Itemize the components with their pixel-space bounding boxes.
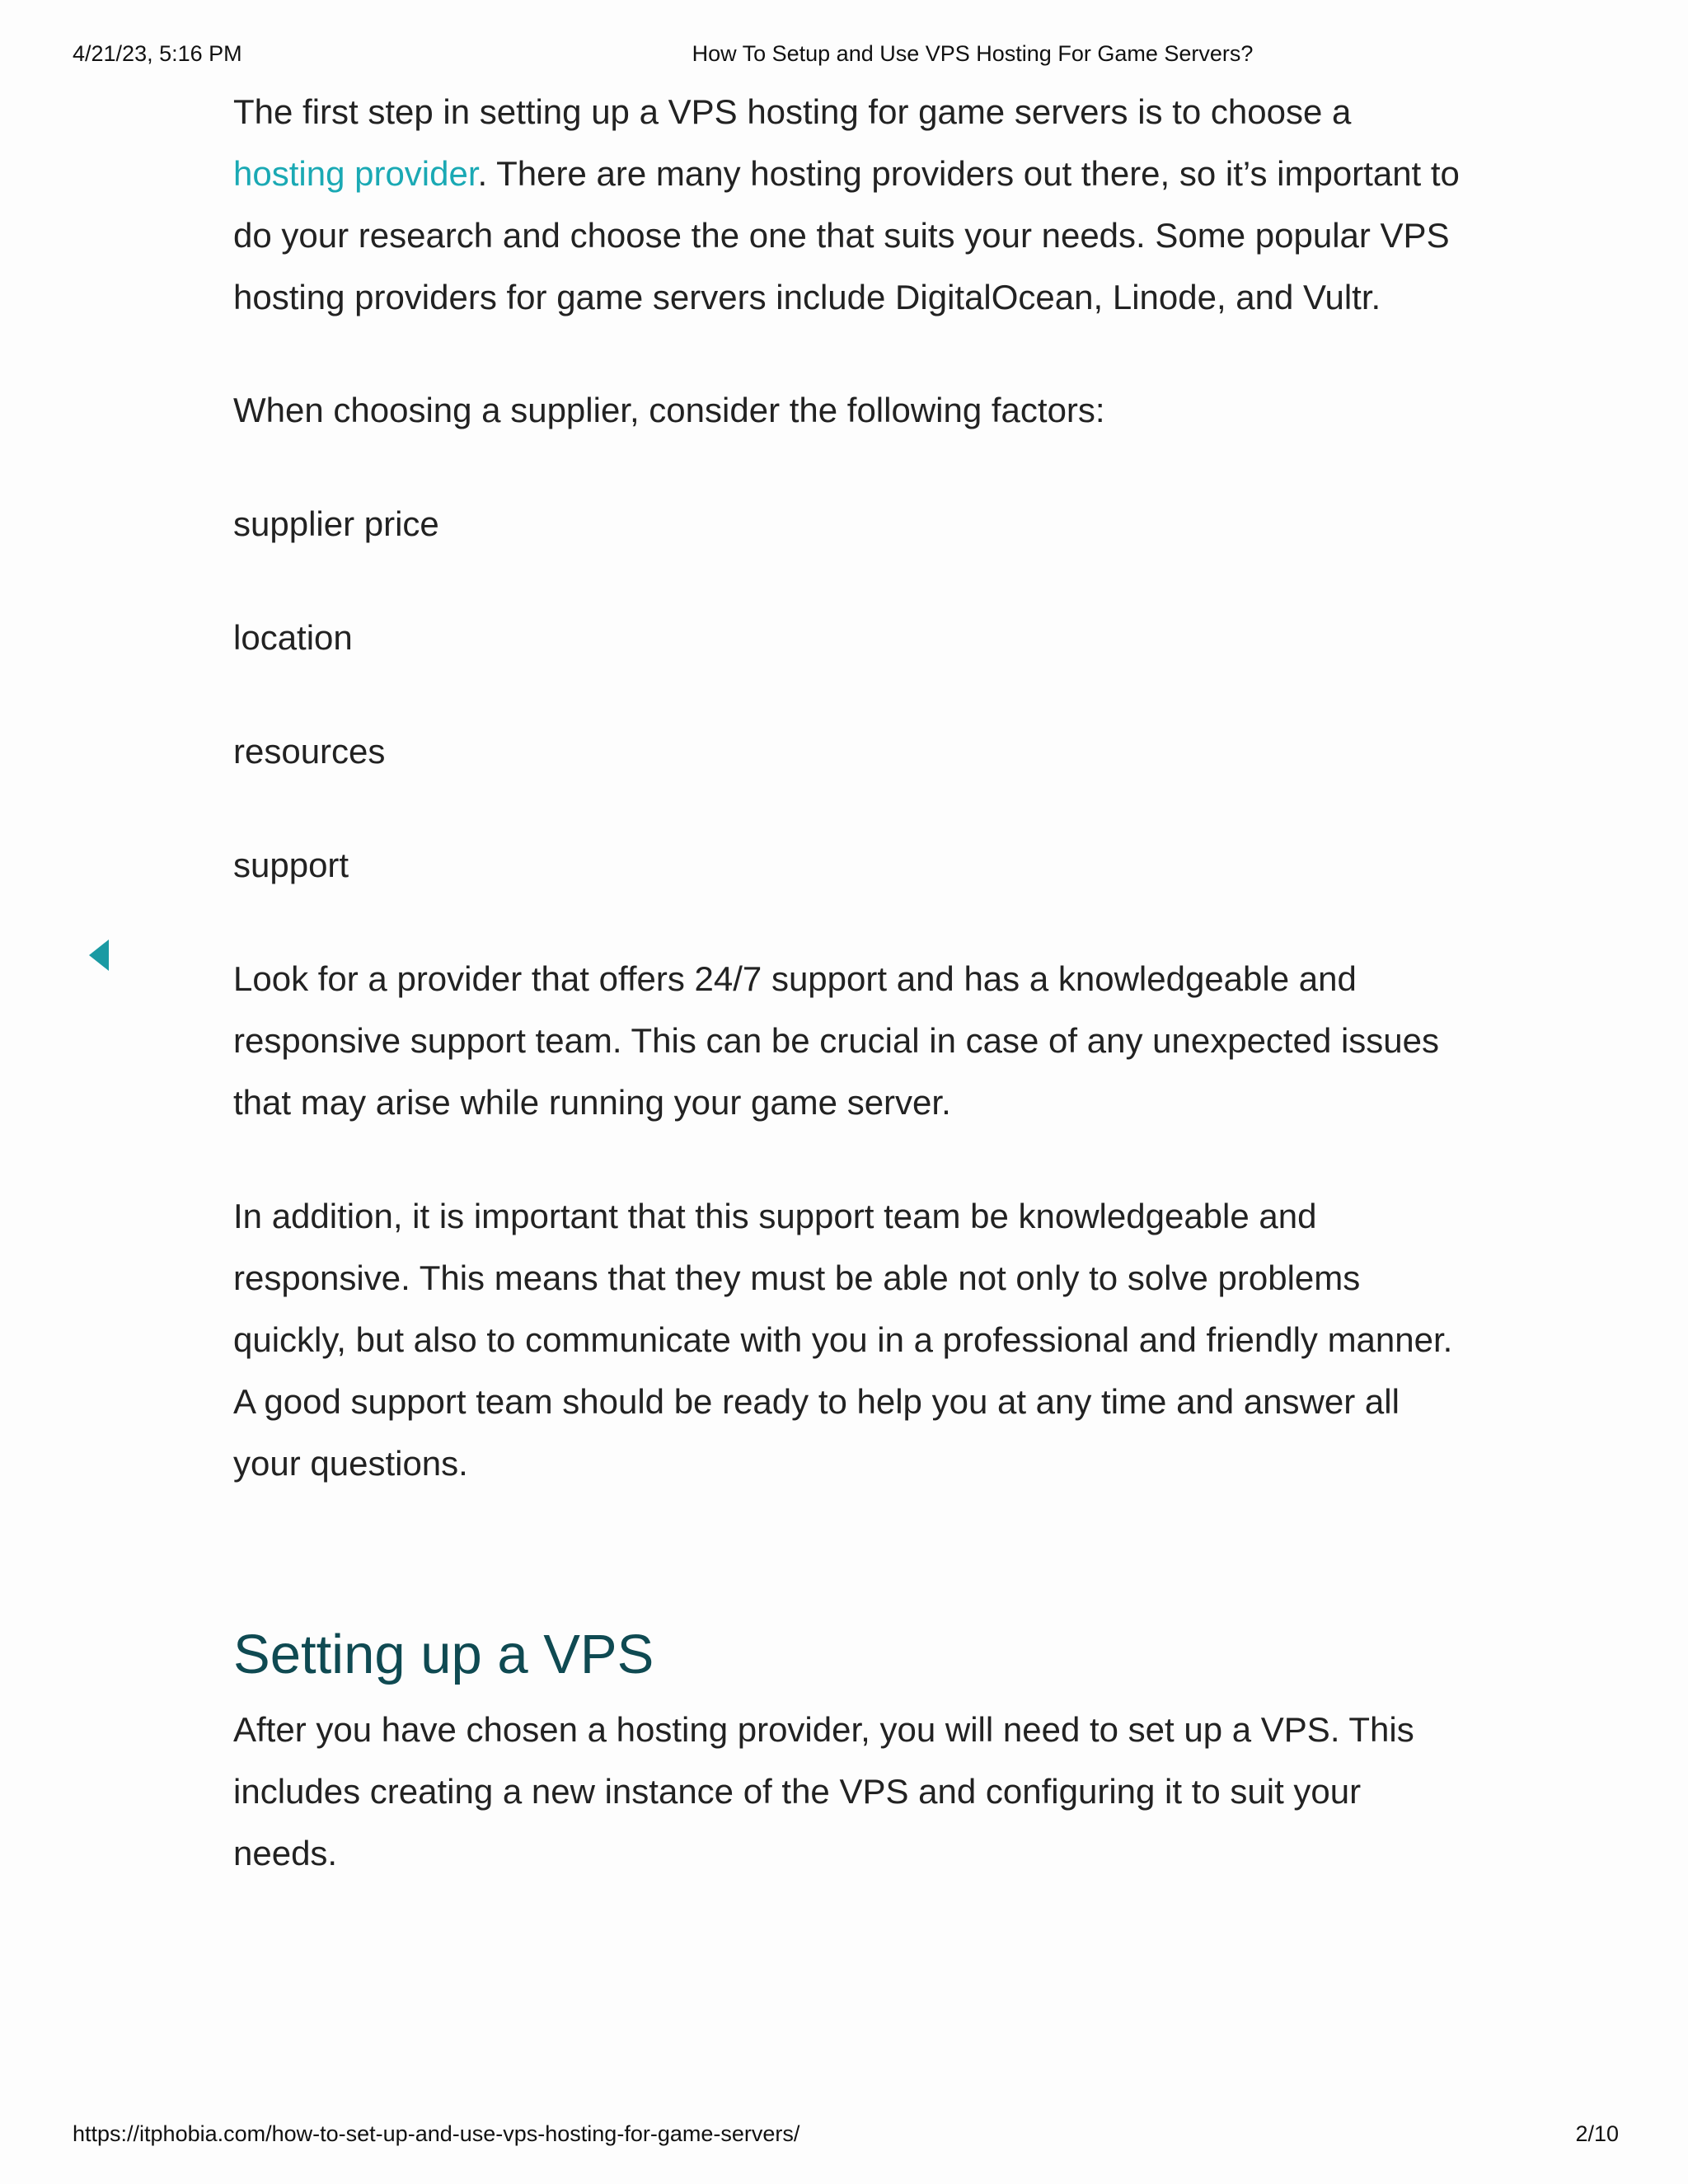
print-datetime: 4/21/23, 5:16 PM: [73, 41, 242, 66]
factor-item: support: [233, 846, 349, 884]
support-paragraph: Look for a provider that offers 24/7 support and has a knowledgeable and responsive support team. This can be crucial in case of any unexpected issues that may arise while running your game server.: [233, 959, 1440, 1122]
print-page-title: How To Setup and Use VPS Hosting For Game Servers?: [692, 41, 1254, 66]
print-url: https://itphobia.com/how-to-set-up-and-use-vps-hosting-for-game-servers/: [73, 2121, 800, 2146]
article-body: [233, 81, 1470, 1884]
addition-paragraph: In addition, it is important that this support team be knowledgeable and responsive. This means that they must be able not only to solve problems quickly, but also to communicate with you in a professional and friendly manner. A good support team should be ready to help you at any time and answer all your questions.: [233, 1197, 1453, 1483]
page-number: 2/10: [1575, 2121, 1619, 2146]
factor-item: location: [233, 618, 353, 657]
section-heading: Setting up a VPS: [233, 1624, 654, 1685]
factor-item: supplier price: [233, 504, 439, 543]
factor-item: resources: [233, 732, 386, 771]
factors-intro: When choosing a supplier, consider the following factors:: [233, 391, 1105, 429]
hosting-provider-link[interactable]: hosting provider: [233, 154, 478, 193]
caret-left-icon[interactable]: [89, 940, 109, 971]
section-paragraph: After you have chosen a hosting provider, you will need to set up a VPS. This includes creating a new instance of the VPS and configuring it to suit your needs.: [233, 1710, 1414, 1872]
intro-paragraph: The first step in setting up a VPS hosting for game servers is to choose a hosting provider. There are many hosting providers out there, so it’s important to do your research and choose the one that suits your needs. Some popular VPS hosting providers for game servers include DigitalOcean, Linode, and Vultr.: [233, 92, 1460, 316]
